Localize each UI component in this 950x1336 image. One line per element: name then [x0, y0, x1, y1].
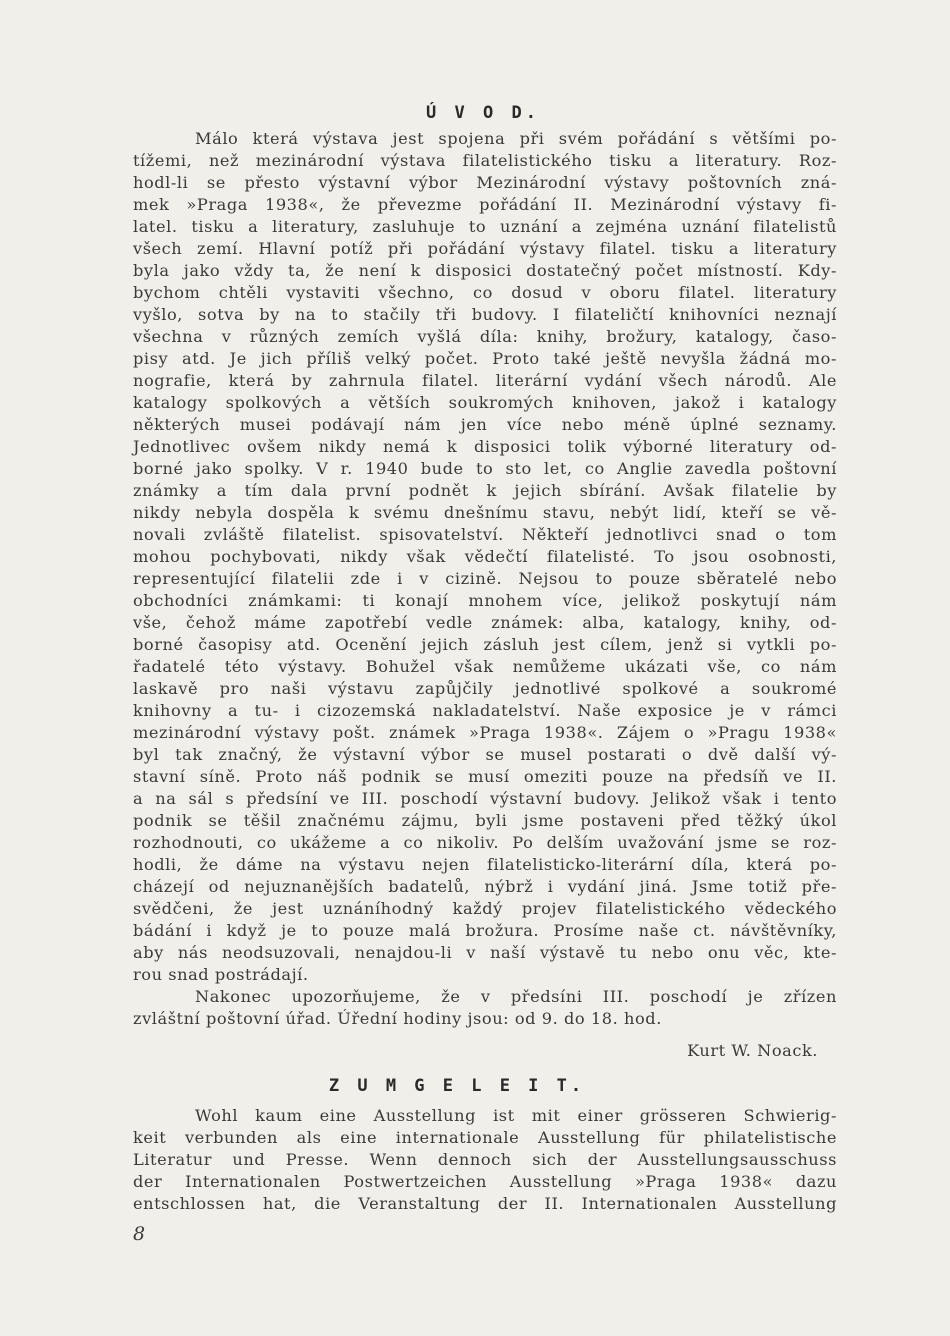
- text-line: bádání i když je to pouze malá brožura. Prosíme naše ct. návštěvníky,: [133, 921, 837, 940]
- text-line: bychom chtěli vystaviti všechno, co dosud v oboru filatel. literatury: [133, 283, 837, 302]
- text-line: knihovny a tu- i cizozemská nakladatelství. Naše exposice je v rámci: [133, 701, 837, 720]
- text-line: katalogy spolkových a větších soukromých knihoven, jakož i katalogy: [133, 393, 837, 412]
- text-line: vyšlo, sotva by na to stačily tři budovy. I filateličtí knihovníci neznají: [133, 305, 837, 324]
- page-number: 8: [133, 1223, 146, 1245]
- text-line: rou snad postrádají.: [133, 965, 309, 984]
- text-line: laskavě pro naši výstavu zapůjčily jednotlivé spolkové a soukromé: [133, 679, 837, 698]
- text-line: byla jako vždy ta, že není k disposici dostatečný počet místností. Kdy-: [133, 261, 837, 280]
- text-line: mek »Praga 1938«, že převezme pořádání II. Mezinárodní výstavy fi-: [133, 195, 837, 214]
- text-line: známky a tím dala první podnět k jejich sbírání. Avšak filatelie by: [133, 481, 837, 500]
- text-line: novali zvláště filatelist. spisovatelství. Někteří jednotlivci snad o tom: [133, 525, 837, 544]
- text-line: keit verbunden als eine internationale Ausstellung für philatelistische: [133, 1128, 837, 1147]
- text-line: der Internationalen Postwertzeichen Ausstellung »Praga 1938« dazu: [133, 1172, 837, 1191]
- text-line: stavní síně. Proto náš podnik se musí omeziti pouze na předsíň ve II.: [133, 767, 837, 786]
- text-line: Nakonec upozorňujeme, že v předsíni III. poschodí je zřízen: [195, 987, 837, 1006]
- text-line: všech zemí. Hlavní potíž při pořádání výstavy filatel. tisku a literatury: [133, 239, 837, 258]
- section-heading-uvod: Ú V O D.: [426, 103, 540, 123]
- text-line: mohou pochybovati, nikdy však vědečtí filatelisté. To jsou osobnosti,: [133, 547, 837, 566]
- author-signature: Kurt W. Noack.: [687, 1041, 818, 1060]
- text-line: borné časopisy atd. Ocenění jejich zásluh jest cílem, jenž si vytkli po-: [133, 635, 837, 654]
- text-line: aby nás neodsuzovali, nenajdou-li v naší výstavě tu nebo onu věc, kte-: [133, 943, 837, 962]
- text-line: a na sál s předsíní ve III. poschodí výstavní budovy. Jelikož však i tento: [133, 789, 837, 808]
- text-line: Wohl kaum eine Ausstellung ist mit einer grösseren Schwierig-: [195, 1106, 837, 1125]
- text-line: zvláštní poštovní úřad. Úřední hodiny jsou: od 9. do 18. hod.: [133, 1009, 662, 1028]
- text-line: hodli, že dáme na výstavu nejen filatelisticko-literární díla, která po-: [133, 855, 837, 874]
- text-line: nografie, která by zahrnula filatel. literární vydání všech národů. Ale: [133, 371, 837, 390]
- section-heading-zum-geleit: Z U M G E L E I T.: [328, 1076, 586, 1096]
- text-line: nikdy nebyla dospěla k svému dnešnímu stavu, nebýt lidí, kteří se vě-: [133, 503, 837, 522]
- text-line: některých musei podávají nám jen více nebo méně úplné seznamy.: [133, 415, 837, 434]
- text-line: řadatelé této výstavy. Bohužel však nemůžeme ukázati vše, co nám: [133, 657, 837, 676]
- text-line: Málo která výstava jest spojena při svém pořádání s většími po-: [195, 129, 837, 148]
- text-line: byl tak značný, že výstavní výbor se musel postarati o dvě další vý-: [133, 745, 837, 764]
- text-line: všechna v různých zemích vyšlá díla: knihy, brožury, katalogy, časo-: [133, 327, 837, 346]
- text-line: tížemi, než mezinárodní výstava filatelistického tisku a literatury. Roz-: [133, 151, 837, 170]
- text-line: borné jako spolky. V r. 1940 bude to sto let, co Anglie zavedla poštovní: [133, 459, 837, 478]
- text-line: pisy atd. Je jich příliš velký počet. Proto také ještě nevyšla žádná mo-: [133, 349, 837, 368]
- czech-text-block: [133, 128, 837, 1030]
- text-line: entschlossen hat, die Veranstaltung der II. Internationalen Ausstellung: [133, 1194, 837, 1213]
- text-line: cházejí od nejuznanějších badatelů, nýbrž i vydání jiná. Jsme totiž pře-: [133, 877, 837, 896]
- text-line: rozhodnouti, co ukážeme a co nikoliv. Po delším uvažování jsme se roz-: [133, 833, 837, 852]
- text-line: svědčeni, že jest uznáníhodný každý projev filatelistického vědeckého: [133, 899, 837, 918]
- text-line: podnik se těšil značnému zájmu, byli jsme postaveni před těžký úkol: [133, 811, 837, 830]
- text-line: hodl-li se přesto výstavní výbor Mezinárodní výstavy poštovních zná-: [133, 173, 837, 192]
- text-line: latel. tisku a literatury, zasluhuje to uznání a zejména uznání filatelistů: [133, 217, 837, 236]
- text-line: representující filatelii zde i v cizině. Nejsou to pouze sběratelé nebo: [133, 569, 837, 588]
- text-line: mezinárodní výstavy pošt. známek »Praga 1938«. Zájem o »Pragu 1938«: [133, 723, 837, 742]
- text-line: obchodníci známkami: ti konají mnohem více, jelikož poskytují nám: [133, 591, 837, 610]
- text-line: Literatur und Presse. Wenn dennoch sich der Ausstellungsausschuss: [133, 1150, 837, 1169]
- german-text-block: [133, 1105, 837, 1215]
- text-line: Jednotlivec ovšem nikdy nemá k disposici tolik výborné literatury od-: [133, 437, 837, 456]
- text-line: vše, čehož máme zapotřebí vedle známek: alba, katalogy, knihy, od-: [133, 613, 837, 632]
